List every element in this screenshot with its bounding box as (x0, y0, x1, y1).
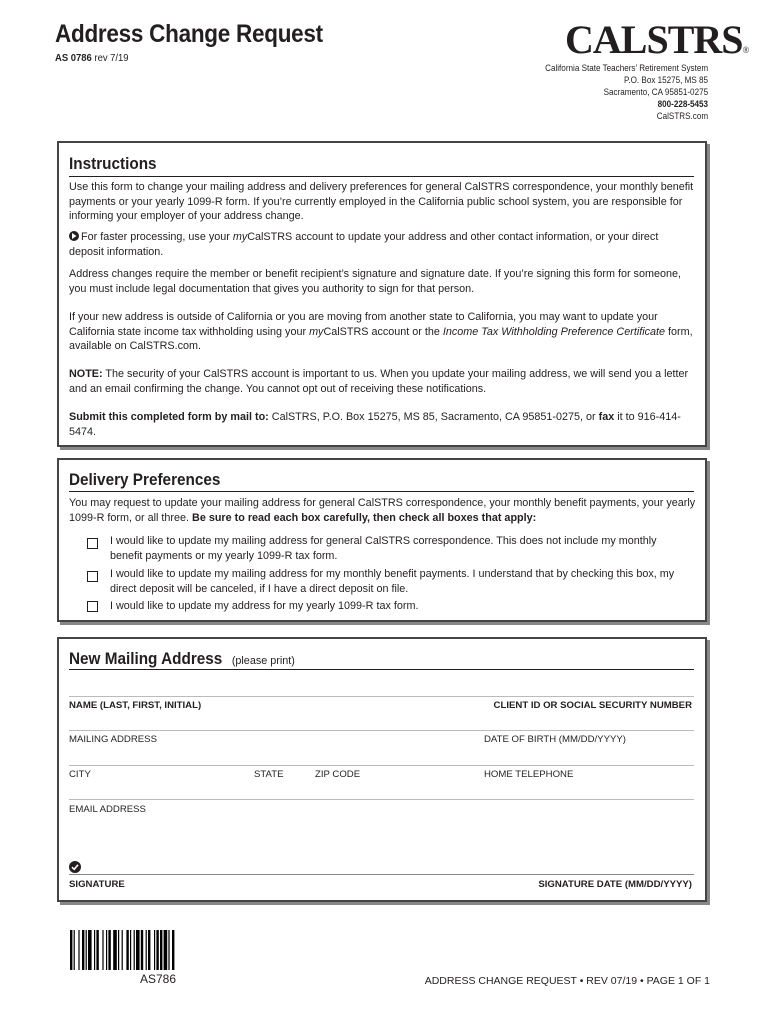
delivery-title: Delivery Preferences (69, 470, 221, 489)
fax-number: it to 916-414-5474. (69, 411, 681, 438)
signature-label: SIGNATURE (69, 879, 125, 890)
calstrs-logo (565, 16, 748, 63)
checkbox-1099r-form[interactable] (87, 601, 98, 612)
city-label: CITY (69, 769, 91, 780)
note-label: NOTE: (69, 368, 103, 380)
client-id-input[interactable] (479, 674, 694, 696)
barcode-bar (88, 930, 92, 970)
home-phone-input[interactable] (479, 746, 694, 765)
logo-text: CALSTRS (565, 17, 743, 62)
barcode-bar (141, 930, 143, 970)
mailing-subtitle: (please print) (231, 655, 295, 667)
instructions-paragraph-2: Address changes require the member or benefit recipient’s signature and signature date. If you’re signing this form for someone, you must include legal documentation that gives you authority to sign for that person. (69, 268, 681, 295)
barcode-bar (130, 930, 131, 970)
city-line (69, 765, 694, 766)
name-line (69, 696, 694, 697)
org-po-box: P.O. Box 15275, MS 85 (623, 75, 708, 85)
barcode-bar (106, 930, 107, 970)
mailing-title-row (69, 649, 295, 669)
signature-input[interactable] (89, 834, 469, 874)
signature-line (69, 874, 694, 875)
barcode-bar (102, 930, 103, 970)
instructions-title: Instructions (69, 154, 157, 173)
email-label: EMAIL ADDRESS (69, 804, 146, 815)
dob-label: DATE OF BIRTH (MM/DD/YYYY) (484, 734, 626, 745)
instructions-section (57, 141, 707, 447)
dob-input[interactable] (479, 711, 694, 730)
tip-my: my (232, 231, 248, 243)
org-city: Sacramento, CA 95851-0275 (603, 87, 708, 97)
barcode-bar (122, 930, 123, 970)
email-line (69, 799, 694, 800)
barcode-bar (156, 930, 158, 970)
new-mailing-address-section (57, 637, 707, 902)
p3-pre: If your new address is outside of California or you are moving from another state to California, you may want to update your California state income tax withholding using your (69, 311, 658, 338)
delivery-rule (69, 491, 694, 492)
org-address-block (545, 62, 708, 122)
page-title: Address Change Request (55, 20, 323, 48)
option-general-correspondence: I would like to update my mailing address for general CalSTRS correspondence. This does not include my monthly benefit payments or my yearly 1099-R tax form. (110, 535, 657, 562)
checkbox-benefit-payments[interactable] (87, 571, 98, 582)
checkbox-general-correspondence[interactable] (87, 538, 98, 549)
client-id-label: CLIENT ID OR SOCIAL SECURITY NUMBER (493, 700, 692, 711)
email-input[interactable] (69, 780, 694, 799)
delivery-preferences-section (57, 458, 707, 622)
arrow-bullet-icon (69, 231, 79, 241)
p3-certificate-name: Income Tax Withholding Preference Certificate (442, 325, 666, 338)
barcode-bar (148, 930, 150, 970)
p3-post: form, available on CalSTRS.com. (69, 325, 693, 352)
signature-date-label: SIGNATURE DATE (MM/DD/YYYY) (538, 879, 692, 890)
option-1099r-form: I would like to update my address for my yearly 1099-R tax form. (110, 600, 419, 612)
fax-label: fax (598, 411, 615, 423)
note-text: The security of your CalSTRS account is important to us. When you update your mailing address, we will send you a letter and an email confirming the change. You cannot opt out of receiving these notifications. (69, 368, 689, 395)
org-phone: 800-228-5453 (657, 99, 708, 109)
mailing-address-label: MAILING ADDRESS (69, 734, 157, 745)
state-label: STATE (254, 769, 284, 780)
org-name: California State Teachers’ Retirement System (545, 63, 708, 73)
barcode-bar (164, 930, 168, 970)
mailing-rule (69, 669, 694, 670)
submit-paragraph (69, 410, 697, 439)
barcode-bar (154, 930, 155, 970)
p3-mid: CalSTRS account or the (323, 325, 443, 338)
tip-post: CalSTRS account to update your address and other contact information, or your direct deposit information. (69, 231, 659, 258)
form-revision: rev 7/19 (94, 52, 129, 64)
barcode-bar (78, 930, 79, 970)
instructions-rule (69, 176, 694, 177)
barcode-bar (146, 930, 147, 970)
signature-date-input[interactable] (499, 834, 694, 874)
barcode-bar (113, 930, 117, 970)
form-code: AS 0786 (55, 52, 92, 64)
barcode-bar (134, 930, 135, 970)
delivery-intro-bold: Be sure to read each box carefully, then check all boxes that apply: (192, 511, 537, 524)
barcode-bar (74, 930, 75, 970)
barcode-bar (82, 930, 84, 970)
submit-address: CalSTRS, P.O. Box 15275, MS 85, Sacramento, CA 95851-0275, or (268, 411, 599, 423)
tip-pre: For faster processing, use your (81, 231, 233, 243)
barcode-bar (172, 930, 174, 970)
barcode-bar (168, 930, 169, 970)
barcode-bar (94, 930, 95, 970)
barcode-bar (70, 930, 72, 970)
barcode-bar (160, 930, 162, 970)
address-line (69, 730, 694, 731)
zip-label: ZIP CODE (315, 769, 361, 780)
barcode-caption: AS786 (140, 972, 177, 986)
org-website: CalSTRS.com (656, 111, 708, 121)
instructions-paragraph-1: Use this form to change your mailing address and delivery preferences for general CalSTRS correspondence, your monthly benefit payments or your yearly 1099-R form. If you’re currently employed in the California public school system, you are responsible for informing your employer of your address change. (69, 181, 694, 222)
name-label: NAME (LAST, FIRST, INITIAL) (69, 700, 202, 711)
barcode-bar (108, 930, 110, 970)
delivery-intro (69, 496, 697, 525)
submit-label: Submit this completed form by mail to: (69, 411, 269, 423)
p3-my: my (309, 325, 324, 338)
barcode (70, 930, 250, 970)
name-input[interactable] (69, 674, 469, 696)
instructions-paragraph-3 (69, 310, 697, 354)
logo-registered-mark: ® (742, 45, 749, 55)
mailing-address-input[interactable] (69, 711, 469, 730)
form-number (55, 52, 129, 64)
barcode-bar (126, 930, 128, 970)
zip-input[interactable] (314, 746, 464, 765)
barcode-bar (96, 930, 98, 970)
home-phone-label: HOME TELEPHONE (484, 769, 574, 780)
barcode-bar (136, 930, 140, 970)
state-input[interactable] (254, 746, 309, 765)
footer-page-info: ADDRESS CHANGE REQUEST • REV 07/19 • PAGE 1 OF 1 (424, 975, 710, 987)
barcode-bar (118, 930, 119, 970)
faster-processing-tip (69, 230, 689, 259)
city-input[interactable] (69, 746, 249, 765)
signature-check-icon (69, 860, 81, 872)
mailing-title: New Mailing Address (69, 649, 223, 668)
barcode-bar (86, 930, 87, 970)
delivery-intro-text: You may request to update your mailing address for general CalSTRS correspondence, your monthly benefit payments, your yearly 1099-R form, or all three. (69, 497, 696, 524)
note-paragraph (69, 367, 697, 396)
option-benefit-payments: I would like to update my mailing address for my monthly benefit payments. I understand that by checking this box, my direct deposit will be canceled, if I have a direct deposit on file. (110, 568, 675, 595)
